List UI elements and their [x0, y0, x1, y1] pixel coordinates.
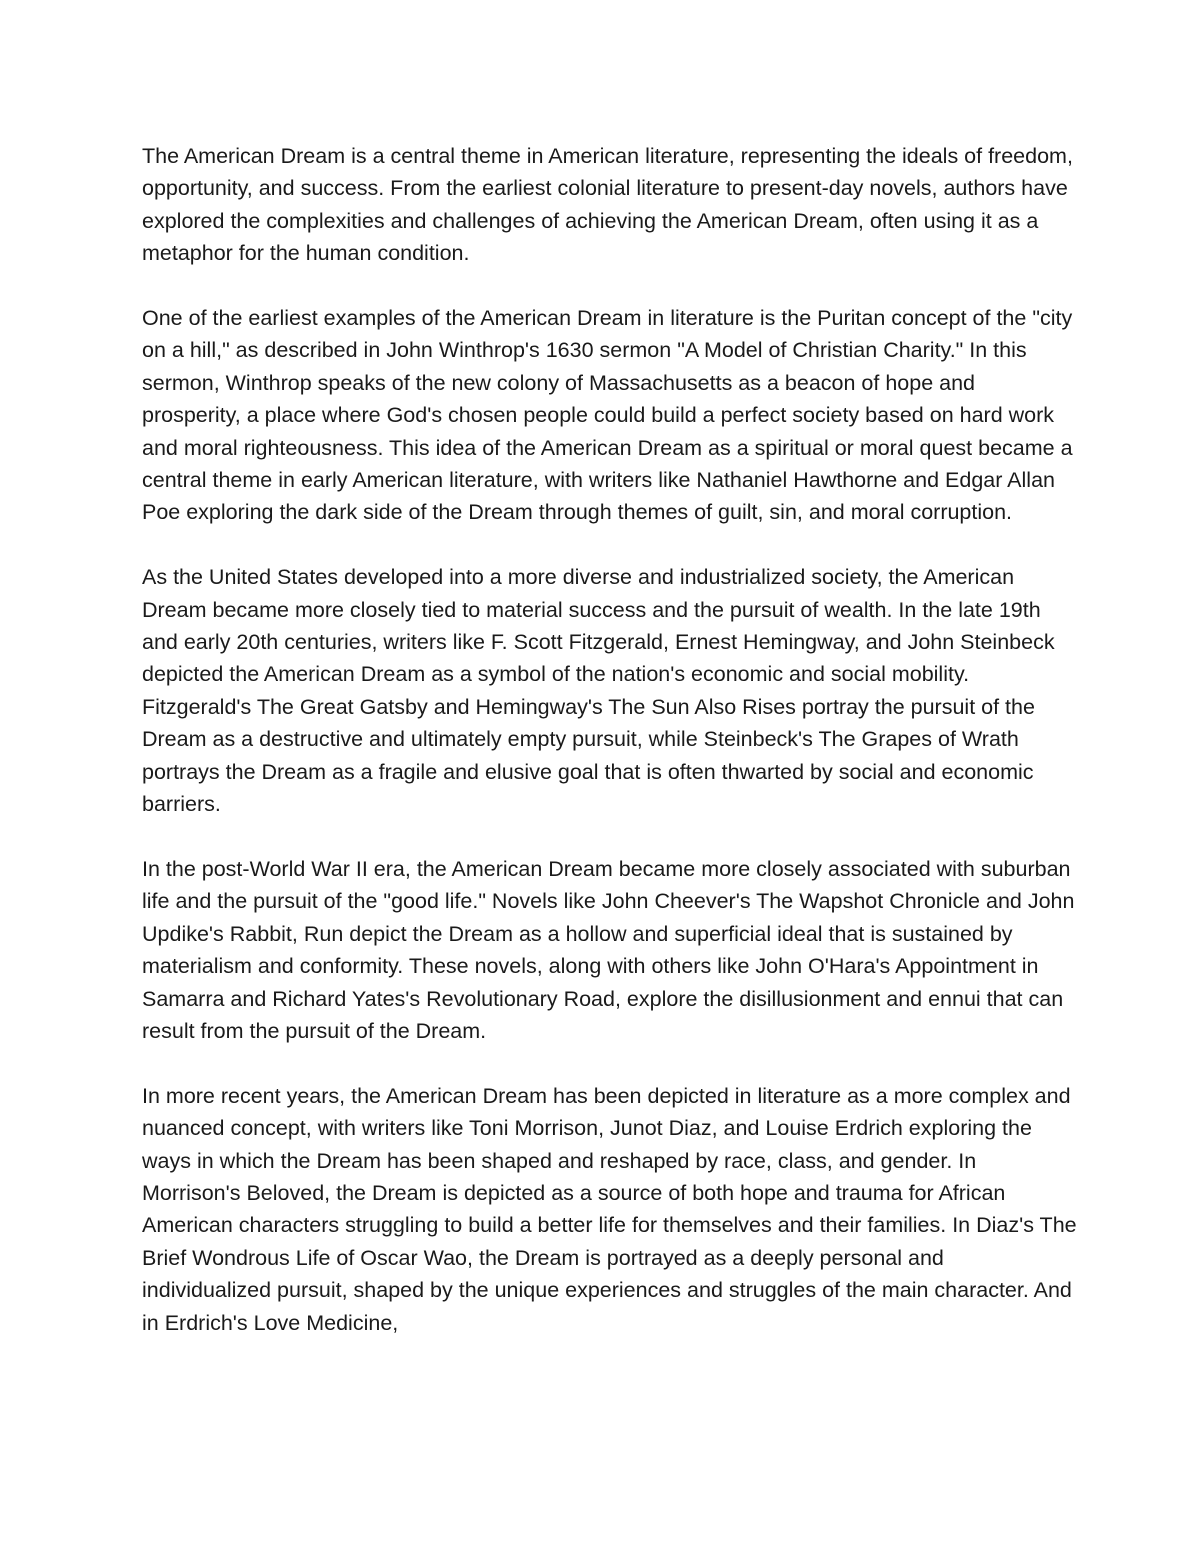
paragraph-postwar: In the post-World War II era, the American Dream became more closely associated with suburban life and the pursuit of the "good life." Novels like John Cheever's The Wapshot Chronicle and John Updike's Rabbit, Run depict the Dream as a hollow and superficial ideal that is sustained by materialism and conformity. These novels, along with others like John O'Hara's Appointment in Samarra and Richard Yates's Revolutionary Road, explore the disillusionment and ennui that can result from the pursuit of the Dream.: [142, 856, 1075, 1043]
paragraph-intro: The American Dream is a central theme in American literature, representing the ideals of freedom, opportunity, and success. From the earliest colonial literature to present-day novels, authors have explored the complexities and challenges of achieving the American Dream, often using it as a metaphor for the human condition.: [142, 144, 1073, 266]
document-body: [142, 140, 1077, 1339]
paragraph-industrial: As the United States developed into a more diverse and industrialized society, the American Dream became more closely tied to material success and the pursuit of wealth. In the late 19th and early 20th centuries, writers like F. Scott Fitzgerald, Ernest Hemingway, and John Steinbeck depicted the American Dream as a symbol of the nation's economic and social mobility. Fitzgerald's The Great Gatsby and Hemingway's The Sun Also Rises portray the pursuit of the Dream as a destructive and ultimately empty pursuit, while Steinbeck's The Grapes of Wrath portrays the Dream as a fragile and elusive goal that is often thwarted by social and economic barriers.: [142, 565, 1055, 817]
paragraph-recent: In more recent years, the American Dream has been depicted in literature as a more complex and nuanced concept, with writers like Toni Morrison, Junot Diaz, and Louise Erdrich exploring the ways in which the Dream has been shaped and reshaped by race, class, and gender. In Morrison's Beloved, the Dream is depicted as a source of both hope and trauma for African American characters struggling to build a better life for themselves and their families. In Diaz's The Brief Wondrous Life of Oscar Wao, the Dream is portrayed as a deeply personal and individualized pursuit, shaped by the unique experiences and struggles of the main character. And in Erdrich's Love Medicine,: [142, 1083, 1077, 1335]
paragraph-puritan: One of the earliest examples of the American Dream in literature is the Puritan concept of the "city on a hill," as described in John Winthrop's 1630 sermon "A Model of Christian Charity." In this sermon, Winthrop speaks of the new colony of Massachusetts as a beacon of hope and prosperity, a place where God's chosen people could build a perfect society based on hard work and moral righteousness. This idea of the American Dream as a spiritual or moral quest became a central theme in early American literature, with writers like Nathaniel Hawthorne and Edgar Allan Poe exploring the dark side of the Dream through themes of guilt, sin, and moral corruption.: [142, 306, 1073, 525]
